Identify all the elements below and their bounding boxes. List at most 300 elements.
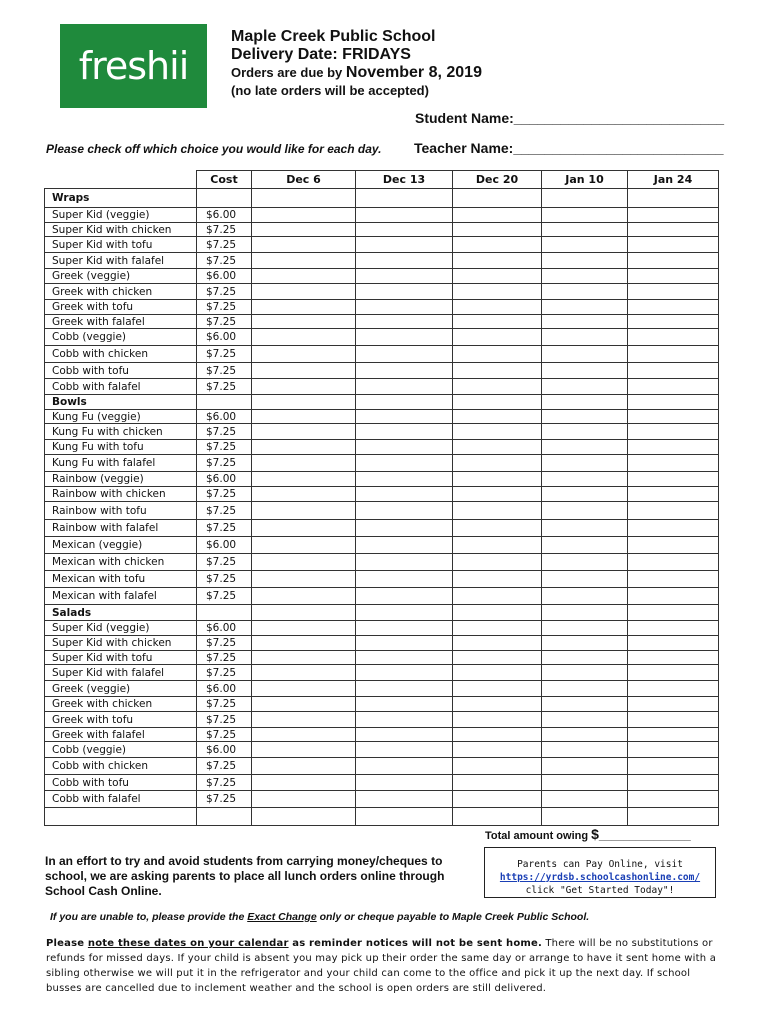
item-name: Super Kid with chicken <box>45 636 197 651</box>
choice-checkbox-cell[interactable] <box>628 712 719 728</box>
choice-checkbox-cell[interactable] <box>356 712 453 728</box>
choice-checkbox-cell[interactable] <box>628 379 719 395</box>
table-row <box>45 440 719 455</box>
item-cost <box>197 395 252 410</box>
choice-checkbox-cell[interactable] <box>356 742 453 758</box>
choice-checkbox-cell[interactable] <box>628 440 719 455</box>
table-row <box>45 223 719 237</box>
choice-checkbox-cell[interactable] <box>628 665 719 681</box>
table-row <box>45 502 719 520</box>
choice-checkbox-cell[interactable] <box>252 395 356 410</box>
choice-checkbox-cell[interactable] <box>453 424 542 440</box>
choice-checkbox-cell[interactable] <box>542 315 628 329</box>
choice-checkbox-cell[interactable] <box>628 697 719 712</box>
choice-checkbox-cell[interactable] <box>453 329 542 346</box>
choice-checkbox-cell[interactable] <box>453 300 542 315</box>
choice-checkbox-cell[interactable] <box>252 605 356 621</box>
choice-checkbox-cell[interactable] <box>356 472 453 487</box>
item-name: Kung Fu with chicken <box>45 424 197 440</box>
table-row <box>45 588 719 605</box>
choice-checkbox-cell[interactable] <box>542 728 628 742</box>
item-name: Cobb (veggie) <box>45 742 197 758</box>
no-late-note: (no late orders will be accepted) <box>231 83 429 98</box>
choice-checkbox-cell[interactable] <box>542 520 628 537</box>
please-2: note these dates on your calendar <box>87 938 289 949</box>
choice-checkbox-cell[interactable] <box>453 712 542 728</box>
choice-checkbox-cell[interactable] <box>453 237 542 253</box>
choice-checkbox-cell[interactable] <box>542 808 628 826</box>
item-cost: $7.25 <box>197 440 252 455</box>
choice-checkbox-cell[interactable] <box>628 284 719 300</box>
item-cost: $7.25 <box>197 424 252 440</box>
choice-checkbox-cell[interactable] <box>542 208 628 223</box>
unable-post: only or cheque payable to Maple Creek Public School. <box>316 911 590 923</box>
choice-checkbox-cell[interactable] <box>252 554 356 571</box>
choice-checkbox-cell[interactable] <box>453 253 542 269</box>
table-row <box>45 681 719 697</box>
total-line[interactable]: _______________ <box>598 830 691 842</box>
choice-checkbox-cell[interactable] <box>356 284 453 300</box>
choice-checkbox-cell[interactable] <box>453 588 542 605</box>
choice-checkbox-cell[interactable] <box>356 636 453 651</box>
choice-checkbox-cell[interactable] <box>252 424 356 440</box>
choice-checkbox-cell[interactable] <box>542 712 628 728</box>
pay-line-3: click "Get Started Today"! <box>525 885 675 896</box>
choice-checkbox-cell[interactable] <box>628 520 719 537</box>
choice-checkbox-cell[interactable] <box>453 636 542 651</box>
item-name: Mexican with falafel <box>45 588 197 605</box>
choice-checkbox-cell[interactable] <box>628 605 719 621</box>
choice-checkbox-cell[interactable] <box>542 329 628 346</box>
choice-checkbox-cell[interactable] <box>542 537 628 554</box>
choice-checkbox-cell[interactable] <box>542 588 628 605</box>
table-row <box>45 728 719 742</box>
choice-checkbox-cell[interactable] <box>453 742 542 758</box>
item-cost: $7.25 <box>197 665 252 681</box>
choice-checkbox-cell[interactable] <box>628 237 719 253</box>
choice-checkbox-cell[interactable] <box>542 502 628 520</box>
choice-checkbox-cell[interactable] <box>356 605 453 621</box>
item-name: Cobb with tofu <box>45 775 197 791</box>
table-row <box>45 346 719 363</box>
pay-line-1: Parents can Pay Online, visit <box>517 859 683 870</box>
choice-checkbox-cell[interactable] <box>542 237 628 253</box>
choice-checkbox-cell[interactable] <box>628 410 719 424</box>
item-name: Rainbow with falafel <box>45 520 197 537</box>
item-name: Greek (veggie) <box>45 681 197 697</box>
table-row <box>45 697 719 712</box>
choice-checkbox-cell[interactable] <box>252 775 356 791</box>
student-line[interactable]: ___________________________ <box>513 110 725 126</box>
choice-checkbox-cell[interactable] <box>542 681 628 697</box>
choice-checkbox-cell[interactable] <box>542 189 628 208</box>
choice-checkbox-cell[interactable] <box>628 455 719 472</box>
item-cost: $7.25 <box>197 651 252 665</box>
choice-checkbox-cell[interactable] <box>356 791 453 808</box>
item-name: Super Kid (veggie) <box>45 621 197 636</box>
item-name: Cobb (veggie) <box>45 329 197 346</box>
table-row <box>45 329 719 346</box>
table-row <box>45 742 719 758</box>
choice-checkbox-cell[interactable] <box>453 487 542 502</box>
choice-checkbox-cell[interactable] <box>628 636 719 651</box>
choice-checkbox-cell[interactable] <box>453 284 542 300</box>
item-name: Super Kid (veggie) <box>45 208 197 223</box>
choice-checkbox-cell[interactable] <box>628 189 719 208</box>
item-name: Super Kid with falafel <box>45 253 197 269</box>
choice-checkbox-cell[interactable] <box>453 472 542 487</box>
item-name: Kung Fu with tofu <box>45 440 197 455</box>
choice-checkbox-cell[interactable] <box>356 502 453 520</box>
choice-checkbox-cell[interactable] <box>252 758 356 775</box>
choice-checkbox-cell[interactable] <box>356 237 453 253</box>
choice-checkbox-cell[interactable] <box>628 651 719 665</box>
choice-checkbox-cell[interactable] <box>252 189 356 208</box>
choice-checkbox-cell[interactable] <box>628 791 719 808</box>
choice-checkbox-cell[interactable] <box>628 487 719 502</box>
choice-checkbox-cell[interactable] <box>628 472 719 487</box>
choice-checkbox-cell[interactable] <box>356 537 453 554</box>
choice-checkbox-cell[interactable] <box>628 300 719 315</box>
choice-checkbox-cell[interactable] <box>356 300 453 315</box>
choice-checkbox-cell[interactable] <box>453 571 542 588</box>
choice-checkbox-cell[interactable] <box>252 728 356 742</box>
table-row <box>45 791 719 808</box>
choice-checkbox-cell[interactable] <box>628 363 719 379</box>
item-name: Greek with tofu <box>45 712 197 728</box>
choice-checkbox-cell[interactable] <box>628 346 719 363</box>
teacher-line[interactable]: ___________________________ <box>513 140 724 156</box>
choice-checkbox-cell[interactable] <box>252 808 356 826</box>
item-name: Rainbow (veggie) <box>45 472 197 487</box>
item-cost: $7.25 <box>197 284 252 300</box>
choice-checkbox-cell[interactable] <box>542 651 628 665</box>
choice-checkbox-cell[interactable] <box>453 410 542 424</box>
choice-checkbox-cell[interactable] <box>356 424 453 440</box>
choice-checkbox-cell[interactable] <box>628 742 719 758</box>
choice-checkbox-cell[interactable] <box>453 455 542 472</box>
choice-checkbox-cell[interactable] <box>252 621 356 636</box>
choice-checkbox-cell[interactable] <box>252 329 356 346</box>
table-row <box>45 712 719 728</box>
section-label: Bowls <box>45 395 197 410</box>
item-cost: $7.25 <box>197 588 252 605</box>
section-row <box>45 189 719 208</box>
choice-checkbox-cell[interactable] <box>628 208 719 223</box>
choice-checkbox-cell[interactable] <box>453 651 542 665</box>
choice-checkbox-cell[interactable] <box>453 395 542 410</box>
header-blank <box>45 171 197 189</box>
total-symbol: $ <box>591 826 599 842</box>
choice-checkbox-cell[interactable] <box>356 395 453 410</box>
item-name: Greek with falafel <box>45 728 197 742</box>
choice-checkbox-cell[interactable] <box>453 791 542 808</box>
choice-checkbox-cell[interactable] <box>356 520 453 537</box>
choice-checkbox-cell[interactable] <box>252 651 356 665</box>
choice-checkbox-cell[interactable] <box>356 621 453 636</box>
choice-checkbox-cell[interactable] <box>453 379 542 395</box>
choice-checkbox-cell[interactable] <box>252 571 356 588</box>
choice-checkbox-cell[interactable] <box>252 712 356 728</box>
choice-checkbox-cell[interactable] <box>453 621 542 636</box>
choice-checkbox-cell[interactable] <box>542 758 628 775</box>
choice-checkbox-cell[interactable] <box>542 424 628 440</box>
choice-checkbox-cell[interactable] <box>252 208 356 223</box>
choice-checkbox-cell[interactable] <box>356 697 453 712</box>
choice-checkbox-cell[interactable] <box>252 665 356 681</box>
item-cost: $6.00 <box>197 681 252 697</box>
choice-checkbox-cell[interactable] <box>453 728 542 742</box>
choice-checkbox-cell[interactable] <box>542 697 628 712</box>
choice-checkbox-cell[interactable] <box>453 537 542 554</box>
choice-checkbox-cell[interactable] <box>252 237 356 253</box>
choice-checkbox-cell[interactable] <box>252 455 356 472</box>
choice-checkbox-cell[interactable] <box>252 269 356 284</box>
choice-checkbox-cell[interactable] <box>542 472 628 487</box>
item-cost: $7.25 <box>197 502 252 520</box>
choice-checkbox-cell[interactable] <box>542 571 628 588</box>
item-cost: $7.25 <box>197 758 252 775</box>
choice-checkbox-cell[interactable] <box>252 410 356 424</box>
item-cost: $7.25 <box>197 554 252 571</box>
item-name: Rainbow with chicken <box>45 487 197 502</box>
choice-checkbox-cell[interactable] <box>453 775 542 791</box>
choice-checkbox-cell[interactable] <box>542 346 628 363</box>
item-cost: $7.25 <box>197 791 252 808</box>
item-cost <box>197 189 252 208</box>
choice-checkbox-cell[interactable] <box>542 363 628 379</box>
section-label: Salads <box>45 605 197 621</box>
choice-checkbox-cell[interactable] <box>542 395 628 410</box>
choice-checkbox-cell[interactable] <box>252 440 356 455</box>
table-row <box>45 379 719 395</box>
choice-checkbox-cell[interactable] <box>453 697 542 712</box>
freshii-logo <box>60 24 207 108</box>
choice-checkbox-cell[interactable] <box>542 269 628 284</box>
item-cost: $6.00 <box>197 208 252 223</box>
choice-checkbox-cell[interactable] <box>542 791 628 808</box>
due-prefix: Orders are due by <box>231 65 346 80</box>
choice-checkbox-cell[interactable] <box>542 410 628 424</box>
item-name: Rainbow with tofu <box>45 502 197 520</box>
please-1: Please <box>46 938 88 949</box>
choice-checkbox-cell[interactable] <box>628 588 719 605</box>
choice-checkbox-cell[interactable] <box>542 300 628 315</box>
table-row <box>45 315 719 329</box>
choice-checkbox-cell[interactable] <box>252 520 356 537</box>
table-row <box>45 520 719 537</box>
choice-checkbox-cell[interactable] <box>252 502 356 520</box>
item-name: Cobb with chicken <box>45 758 197 775</box>
choice-checkbox-cell[interactable] <box>628 758 719 775</box>
item-cost: $7.25 <box>197 300 252 315</box>
table-row <box>45 237 719 253</box>
choice-checkbox-cell[interactable] <box>542 621 628 636</box>
choice-checkbox-cell[interactable] <box>453 605 542 621</box>
choice-checkbox-cell[interactable] <box>628 808 719 826</box>
item-cost: $7.25 <box>197 775 252 791</box>
table-row <box>45 651 719 665</box>
choice-checkbox-cell[interactable] <box>356 665 453 681</box>
item-cost: $7.25 <box>197 379 252 395</box>
header-jan-10: Jan 10 <box>542 171 628 189</box>
choice-checkbox-cell[interactable] <box>453 269 542 284</box>
choice-checkbox-cell[interactable] <box>356 223 453 237</box>
choice-checkbox-cell[interactable] <box>542 284 628 300</box>
item-name: Kung Fu with falafel <box>45 455 197 472</box>
item-name: Cobb with chicken <box>45 346 197 363</box>
choice-checkbox-cell[interactable] <box>542 487 628 502</box>
student-name-field[interactable] <box>415 110 724 126</box>
choice-checkbox-cell[interactable] <box>356 808 453 826</box>
choice-checkbox-cell[interactable] <box>628 728 719 742</box>
choice-checkbox-cell[interactable] <box>356 363 453 379</box>
item-cost: $7.25 <box>197 346 252 363</box>
choice-checkbox-cell[interactable] <box>356 775 453 791</box>
choice-checkbox-cell[interactable] <box>628 253 719 269</box>
choice-checkbox-cell[interactable] <box>628 621 719 636</box>
order-table <box>44 170 719 826</box>
choice-checkbox-cell[interactable] <box>356 315 453 329</box>
choice-checkbox-cell[interactable] <box>628 315 719 329</box>
choice-checkbox-cell[interactable] <box>628 681 719 697</box>
choice-checkbox-cell[interactable] <box>628 329 719 346</box>
header <box>231 28 482 100</box>
choice-checkbox-cell[interactable] <box>252 487 356 502</box>
choice-checkbox-cell[interactable] <box>628 424 719 440</box>
item-cost: $6.00 <box>197 742 252 758</box>
choice-checkbox-cell[interactable] <box>356 440 453 455</box>
choice-checkbox-cell[interactable] <box>628 537 719 554</box>
choice-checkbox-cell[interactable] <box>628 269 719 284</box>
choice-checkbox-cell[interactable] <box>356 487 453 502</box>
choice-checkbox-cell[interactable] <box>252 284 356 300</box>
table-row <box>45 284 719 300</box>
choice-checkbox-cell[interactable] <box>356 728 453 742</box>
choice-checkbox-cell[interactable] <box>252 636 356 651</box>
item-cost: $6.00 <box>197 472 252 487</box>
choice-checkbox-cell[interactable] <box>542 554 628 571</box>
choice-checkbox-cell[interactable] <box>356 588 453 605</box>
choice-checkbox-cell[interactable] <box>252 697 356 712</box>
exact-change: Exact Change <box>247 911 317 923</box>
table-row <box>45 300 719 315</box>
choice-checkbox-cell[interactable] <box>356 410 453 424</box>
choice-checkbox-cell[interactable] <box>453 554 542 571</box>
item-name: Cobb with tofu <box>45 363 197 379</box>
item-name <box>45 808 197 826</box>
choice-checkbox-cell[interactable] <box>252 588 356 605</box>
choice-checkbox-cell[interactable] <box>356 455 453 472</box>
choice-checkbox-cell[interactable] <box>252 791 356 808</box>
choice-checkbox-cell[interactable] <box>453 808 542 826</box>
choice-checkbox-cell[interactable] <box>356 253 453 269</box>
choice-checkbox-cell[interactable] <box>252 681 356 697</box>
choice-checkbox-cell[interactable] <box>542 223 628 237</box>
item-cost: $7.25 <box>197 237 252 253</box>
choice-checkbox-cell[interactable] <box>252 346 356 363</box>
choice-checkbox-cell[interactable] <box>252 363 356 379</box>
choice-checkbox-cell[interactable] <box>628 554 719 571</box>
table-row <box>45 269 719 284</box>
choice-checkbox-cell[interactable] <box>628 395 719 410</box>
item-cost: $6.00 <box>197 269 252 284</box>
choice-checkbox-cell[interactable] <box>252 300 356 315</box>
choice-checkbox-cell[interactable] <box>542 253 628 269</box>
choice-checkbox-cell[interactable] <box>252 379 356 395</box>
choice-checkbox-cell[interactable] <box>356 269 453 284</box>
choice-checkbox-cell[interactable] <box>453 223 542 237</box>
choice-checkbox-cell[interactable] <box>252 742 356 758</box>
table-row <box>45 758 719 775</box>
instructions: Please check off which choice you would like for each day. <box>46 142 382 156</box>
choice-checkbox-cell[interactable] <box>453 681 542 697</box>
choice-checkbox-cell[interactable] <box>356 681 453 697</box>
item-cost: $7.25 <box>197 571 252 588</box>
teacher-name-field[interactable] <box>414 140 724 156</box>
choice-checkbox-cell[interactable] <box>252 223 356 237</box>
table-row <box>45 621 719 636</box>
choice-checkbox-cell[interactable] <box>356 329 453 346</box>
choice-checkbox-cell[interactable] <box>453 758 542 775</box>
table-row <box>45 487 719 502</box>
choice-checkbox-cell[interactable] <box>542 742 628 758</box>
choice-checkbox-cell[interactable] <box>453 208 542 223</box>
item-name: Mexican with chicken <box>45 554 197 571</box>
item-name: Greek with chicken <box>45 697 197 712</box>
choice-checkbox-cell[interactable] <box>542 379 628 395</box>
please-4: There will be no substitutions or refunds for missed days. If your child is absent you may pick up their order the same day or arrange to have it sent home with a sibling otherwise we will put it in the refrigerator and your child can come to the office and pick it up the next day. If school busses are cancelled due to inclement weather and the school is open orders are still delivered. <box>46 938 717 994</box>
choice-checkbox-cell[interactable] <box>356 379 453 395</box>
choice-checkbox-cell[interactable] <box>356 189 453 208</box>
choice-checkbox-cell[interactable] <box>628 502 719 520</box>
item-name: Mexican (veggie) <box>45 537 197 554</box>
item-cost: $6.00 <box>197 410 252 424</box>
choice-checkbox-cell[interactable] <box>356 554 453 571</box>
choice-checkbox-cell[interactable] <box>628 223 719 237</box>
choice-checkbox-cell[interactable] <box>453 665 542 681</box>
choice-checkbox-cell[interactable] <box>628 775 719 791</box>
choice-checkbox-cell[interactable] <box>542 605 628 621</box>
choice-checkbox-cell[interactable] <box>252 472 356 487</box>
choice-checkbox-cell[interactable] <box>453 363 542 379</box>
unable-pre: If you are unable to, please provide the <box>50 911 248 923</box>
choice-checkbox-cell[interactable] <box>356 346 453 363</box>
choice-checkbox-cell[interactable] <box>356 208 453 223</box>
choice-checkbox-cell[interactable] <box>628 571 719 588</box>
school-cash-link[interactable]: https://yrdsb.schoolcashonline.com/ <box>499 872 701 883</box>
choice-checkbox-cell[interactable] <box>252 537 356 554</box>
item-cost: $7.25 <box>197 636 252 651</box>
choice-checkbox-cell[interactable] <box>356 758 453 775</box>
choice-checkbox-cell[interactable] <box>542 455 628 472</box>
choice-checkbox-cell[interactable] <box>252 315 356 329</box>
choice-checkbox-cell[interactable] <box>453 315 542 329</box>
choice-checkbox-cell[interactable] <box>453 502 542 520</box>
choice-checkbox-cell[interactable] <box>453 346 542 363</box>
choice-checkbox-cell[interactable] <box>453 520 542 537</box>
choice-checkbox-cell[interactable] <box>542 440 628 455</box>
choice-checkbox-cell[interactable] <box>542 636 628 651</box>
choice-checkbox-cell[interactable] <box>356 651 453 665</box>
choice-checkbox-cell[interactable] <box>356 571 453 588</box>
item-name: Greek (veggie) <box>45 269 197 284</box>
choice-checkbox-cell[interactable] <box>542 665 628 681</box>
choice-checkbox-cell[interactable] <box>542 775 628 791</box>
choice-checkbox-cell[interactable] <box>453 440 542 455</box>
choice-checkbox-cell[interactable] <box>252 253 356 269</box>
choice-checkbox-cell[interactable] <box>453 189 542 208</box>
